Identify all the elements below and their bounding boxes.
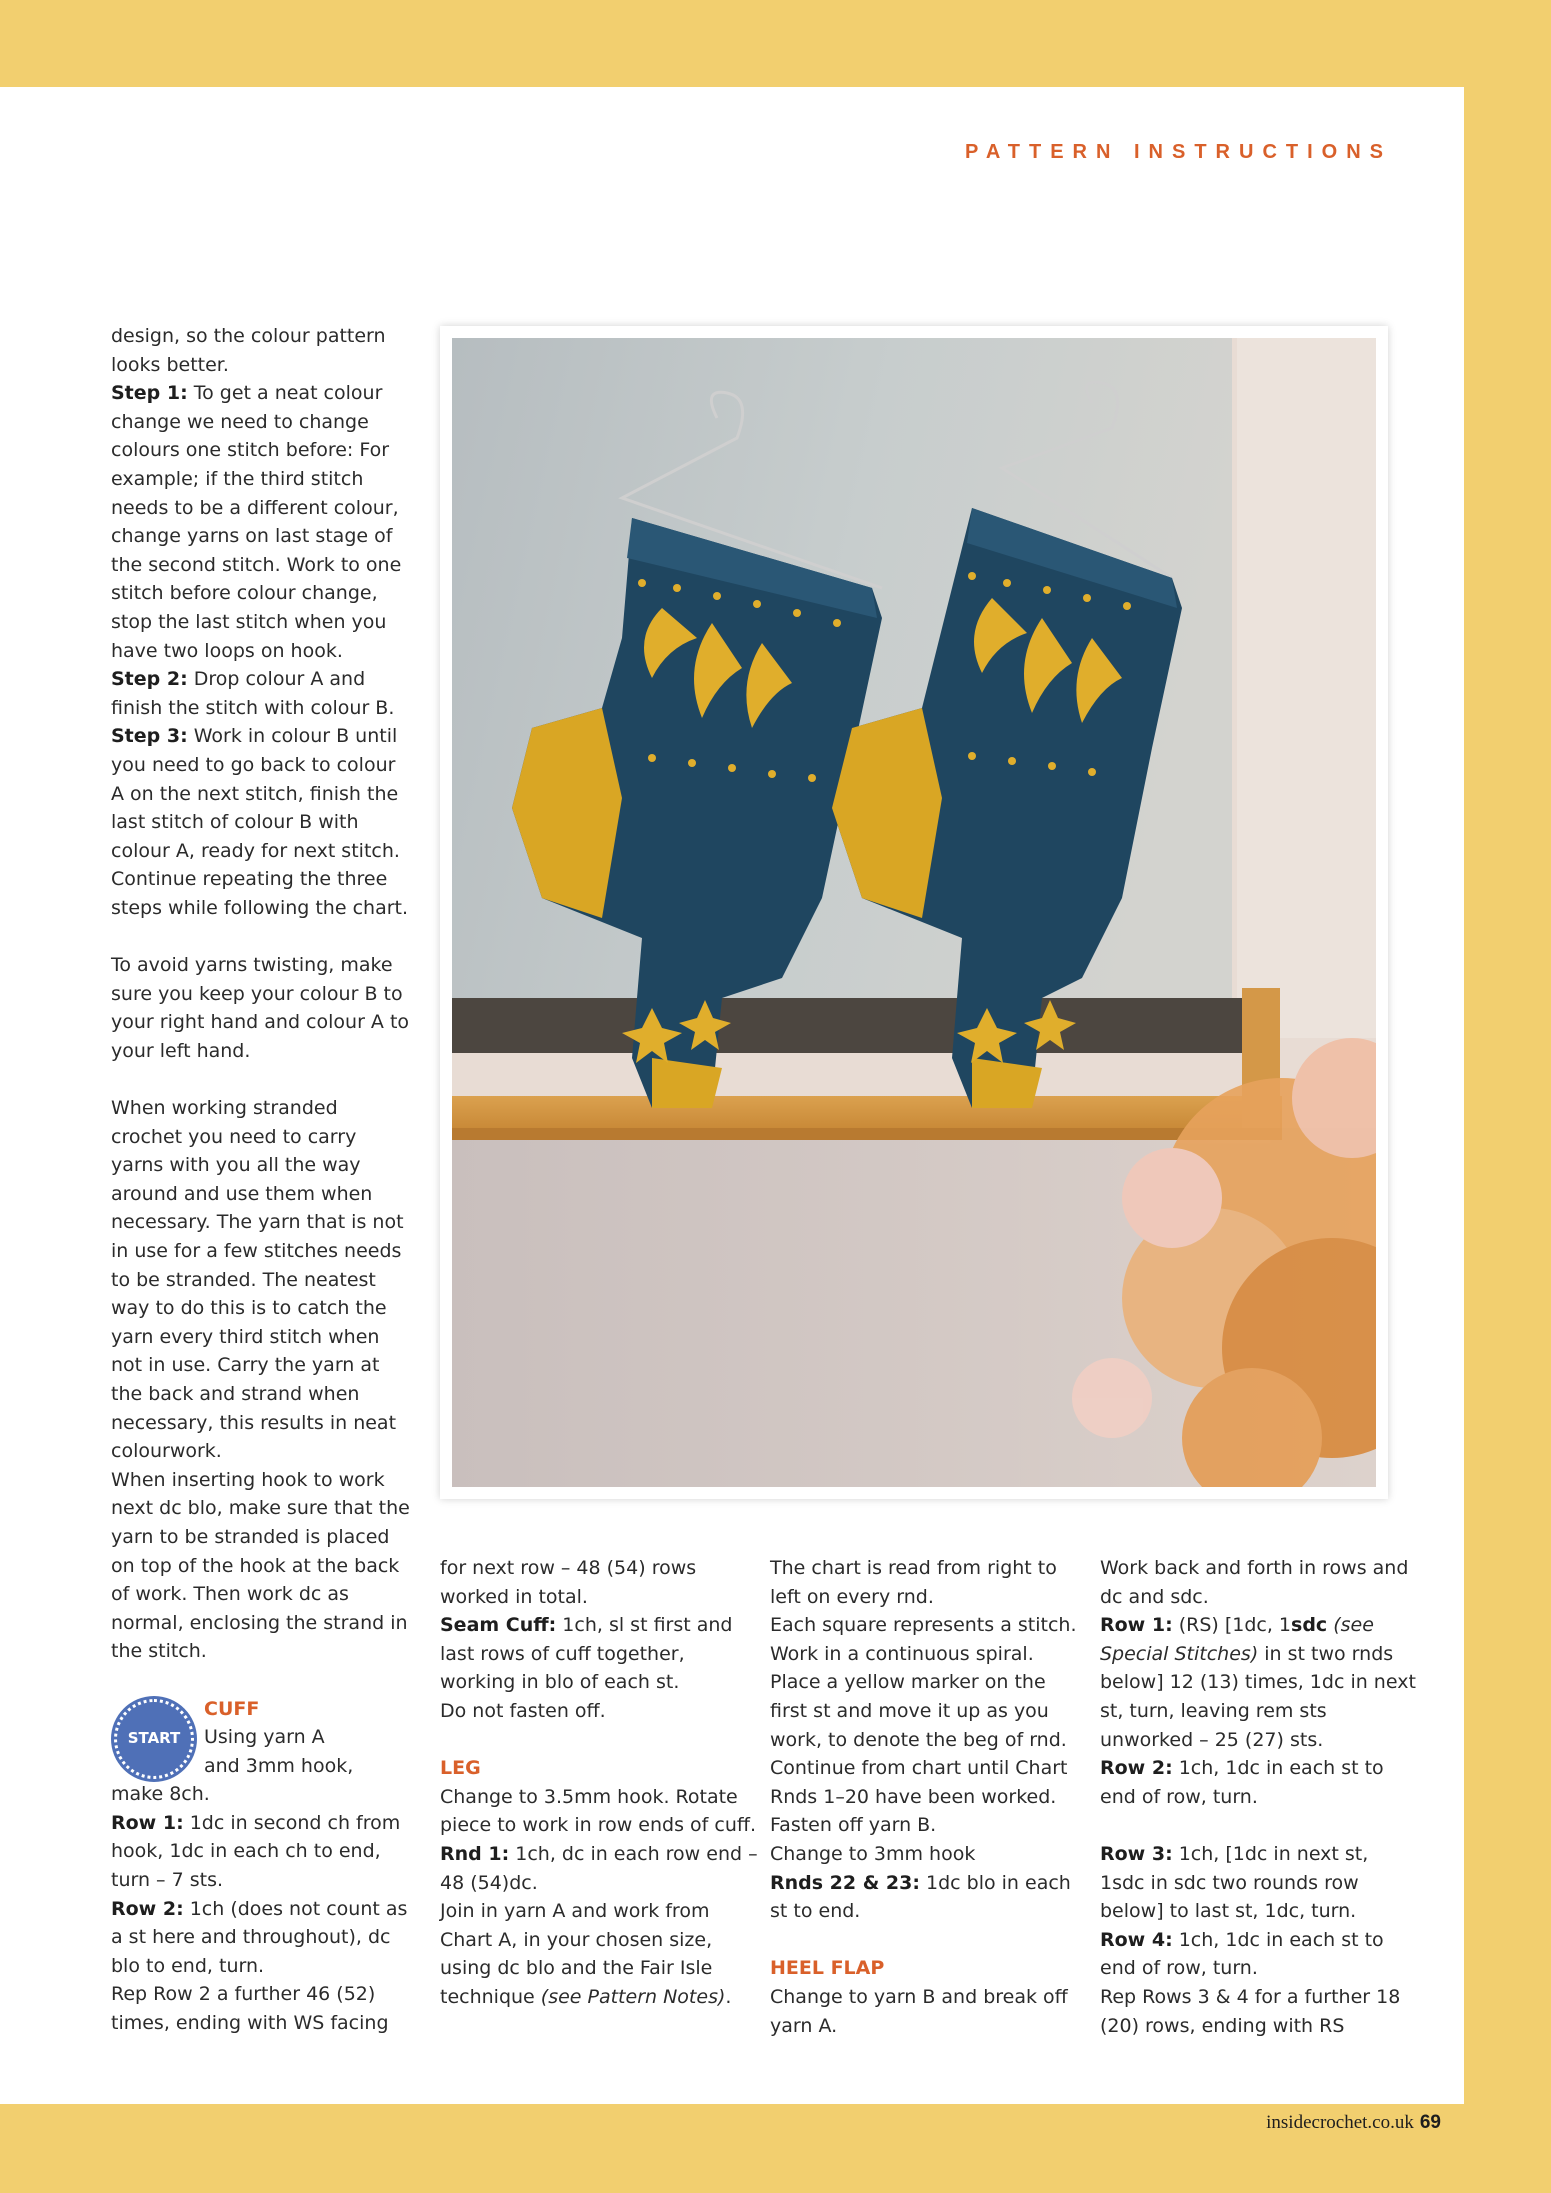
leg-heading: LEG <box>440 1757 481 1780</box>
paragraph: Change to yarn B and break off yarn A. <box>770 1985 1068 2037</box>
cuff-heading: CUFF <box>204 1697 260 1720</box>
start-badge-icon: START <box>114 1699 194 1779</box>
text-column-4 <box>1100 1554 1418 2040</box>
cuff-line: make 8ch. <box>111 1783 210 1806</box>
page-footer <box>1266 2111 1441 2134</box>
socks-photo <box>452 338 1376 1487</box>
paragraph-hook: When inserting hook to work next dc blo, make sure that the yarn to be stranded is placed on top of the hook at the back of work. Then work dc as normal, enclosing the strand in the stitch. <box>111 1468 410 1663</box>
heel-flap-heading: HEEL FLAP <box>770 1957 885 1980</box>
row-2: Row 2: 1ch, 1dc in each st to end of row, turn. <box>1100 1757 1384 1808</box>
row-2: Row 2: 1ch (does not count as a st here and throughout), dc blo to end, turn. <box>111 1897 408 1977</box>
row-1: Row 1: (RS) [1dc, 1sdc (see Special Stitches) in st two rnds below] 12 (13) times, 1dc in next st, turn, leaving rem sts unworked – 25 (27) sts. <box>1100 1614 1416 1751</box>
paragraph: for next row – 48 (54) rows worked in total. <box>440 1557 697 1608</box>
rnd-1: Rnd 1: 1ch, dc in each row end – 48 (54)dc. <box>440 1842 758 1894</box>
row-1: Row 1: 1dc in second ch from hook, 1dc in each ch to end, turn – 7 sts. <box>111 1811 401 1892</box>
cuff-line: and 3mm hook, <box>204 1754 354 1777</box>
paragraph: Fasten off yarn B. <box>770 1814 937 1837</box>
join-instruction: Join in yarn A and work from Chart A, in your chosen size, using dc blo and the Fair Isle technique (see Pattern Notes). <box>440 1900 732 2008</box>
paragraph: Continue from chart until Chart Rnds 1–20 have been worked. <box>770 1757 1068 1808</box>
paragraph: Each square represents a stitch. <box>770 1614 1077 1637</box>
paragraph: Do not fasten off. <box>440 1699 606 1722</box>
text-column-3 <box>770 1554 1088 2040</box>
section-header: PATTERN INSTRUCTIONS <box>964 141 1392 163</box>
paragraph-stranded: When working stranded crochet you need to carry yarns with you all the way around and use them when necessary. The yarn that is not in use for a few stitches needs to be stranded. The neatest way to do this is to catch the yarn every third stitch when not in use. Carry the yarn at the back and strand when necessary, this results in neat colourwork. <box>111 1097 404 1463</box>
website-link[interactable]: insidecrochet.co.uk <box>1266 2112 1414 2133</box>
row-3: Row 3: 1ch, [1dc in next st, 1sdc in sdc two rounds row below] to last st, 1dc, turn. <box>1100 1842 1369 1923</box>
paragraph: Change to 3.5mm hook. Rotate piece to work in row ends of cuff. <box>440 1785 756 1837</box>
paragraph: The chart is read from right to left on every rnd. <box>770 1557 1057 1608</box>
text-column-2 <box>440 1554 758 2012</box>
text-column-1 <box>111 322 411 2038</box>
cuff-section <box>111 1695 411 1809</box>
paragraph: Work in a continuous spiral. Place a yellow marker on the first st and move it up as you work, to denote the beg of rnd. <box>770 1642 1067 1751</box>
cuff-line: Using yarn A <box>204 1726 325 1749</box>
magazine-page <box>0 87 1464 2104</box>
step-1: Step 1: To get a neat colour change we need to change colours one stitch before: For example; if the third stitch needs to be a different colour, change yarns on last stage of the second stitch. Work to one stitch before colour change, stop the last stitch when you have two loops on hook. <box>111 382 402 662</box>
paragraph-twist: To avoid yarns twisting, make sure you keep your colour B to your right hand and colour A to your left hand. <box>111 954 410 1062</box>
step-3: Step 3: Work in colour B until you need to go back to colour A on the next stitch, finish the last stitch of colour B with colour A, ready for next stitch. Continue repeating the three steps while following the chart. <box>111 725 409 919</box>
repeat-instruction: Rep Rows 3 & 4 for a further 18 (20) rows, ending with RS <box>1100 1985 1401 2037</box>
paragraph: design, so the colour pattern looks better. <box>111 325 386 376</box>
repeat-instruction: Rep Row 2 a further 46 (52) times, ending with WS facing <box>111 1983 389 2035</box>
paragraph: Work back and forth in rows and dc and sdc. <box>1100 1557 1409 1608</box>
seam-cuff: Seam Cuff: 1ch, sl st first and last rows of cuff together, working in blo of each st. <box>440 1614 733 1694</box>
photo-frame <box>440 326 1388 1499</box>
rnds-22-23: Rnds 22 & 23: 1dc blo in each st to end. <box>770 1871 1071 1923</box>
page-number: 69 <box>1419 2112 1441 2133</box>
step-2: Step 2: Drop colour A and finish the stitch with colour B. <box>111 668 395 719</box>
row-4: Row 4: 1ch, 1dc in each st to end of row, turn. <box>1100 1928 1384 1980</box>
paragraph: Change to 3mm hook <box>770 1842 976 1865</box>
